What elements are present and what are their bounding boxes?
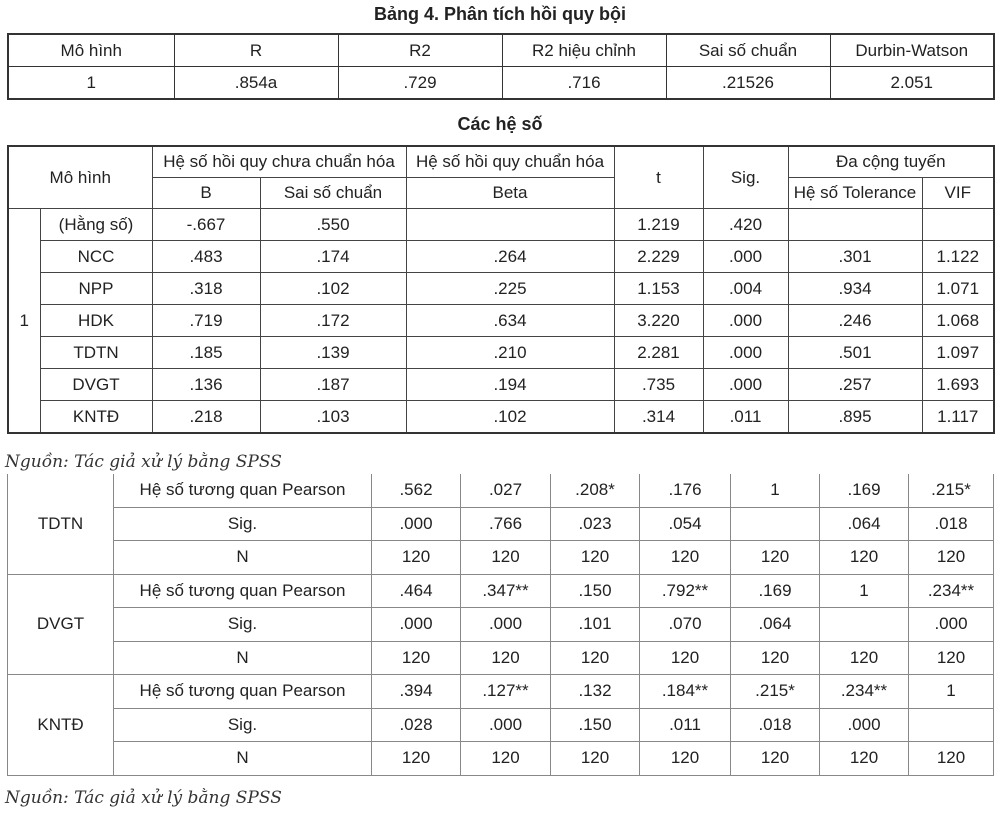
cell: .215*	[731, 675, 820, 709]
cell: 120	[909, 541, 994, 575]
cell: 120	[372, 742, 461, 776]
cell-sig: .000	[703, 305, 788, 337]
table-row	[8, 742, 994, 776]
variable-name: NCC	[40, 241, 152, 273]
cell: .023	[551, 507, 640, 541]
cell-t: 1.219	[614, 209, 703, 241]
variable-name: DVGT	[40, 369, 152, 401]
cell: .000	[372, 608, 461, 642]
table-row	[8, 507, 994, 541]
cell-beta: .264	[406, 241, 614, 273]
table-row	[8, 337, 994, 369]
cell: .027	[461, 474, 551, 507]
cell: .028	[372, 708, 461, 742]
cell-tolerance: .257	[788, 369, 922, 401]
cell-se: .550	[260, 209, 406, 241]
cell: 120	[551, 641, 640, 675]
data-cell: 2.051	[830, 67, 994, 100]
cell: 120	[909, 641, 994, 675]
cell-vif: 1.122	[922, 241, 994, 273]
cell: 120	[731, 742, 820, 776]
cell-t: 2.229	[614, 241, 703, 273]
cell-sig: .004	[703, 273, 788, 305]
row-label: N	[114, 641, 372, 675]
cell: 120	[372, 541, 461, 575]
cell: .054	[640, 507, 731, 541]
cell: .150	[551, 708, 640, 742]
cell-se: .174	[260, 241, 406, 273]
cell-se: .187	[260, 369, 406, 401]
data-cell: .729	[338, 67, 502, 100]
header-cell: Sai số chuẩn	[666, 34, 830, 67]
cell: .234**	[820, 675, 909, 709]
source-note: Nguồn: Tác giả xử lý bằng SPSS	[5, 788, 282, 808]
cell: 120	[640, 641, 731, 675]
cell: .176	[640, 474, 731, 507]
cell: 120	[820, 641, 909, 675]
model-number: 1	[8, 209, 40, 434]
variable-name: KNTĐ	[40, 401, 152, 434]
cell: .394	[372, 675, 461, 709]
cell: 1	[731, 474, 820, 507]
table-row	[8, 273, 994, 305]
cell-t: .735	[614, 369, 703, 401]
cell-beta: .225	[406, 273, 614, 305]
header-collinearity: Đa cộng tuyến	[788, 146, 994, 178]
table1-header-row	[8, 34, 994, 67]
cell-sig: .420	[703, 209, 788, 241]
data-cell: .716	[502, 67, 666, 100]
cell: .000	[461, 708, 551, 742]
cell: 120	[461, 742, 551, 776]
cell: 120	[909, 742, 994, 776]
cell: .000	[372, 507, 461, 541]
cell-beta	[406, 209, 614, 241]
cell-b: .318	[152, 273, 260, 305]
cell: .234**	[909, 574, 994, 608]
cell-beta: .194	[406, 369, 614, 401]
cell	[731, 507, 820, 541]
table-row	[8, 675, 994, 709]
cell: .208*	[551, 474, 640, 507]
cell-se: .103	[260, 401, 406, 434]
cell: .792**	[640, 574, 731, 608]
cell-b: .136	[152, 369, 260, 401]
variable-name: TDTN	[40, 337, 152, 369]
cell: 120	[551, 541, 640, 575]
table1-title: Bảng 4. Phân tích hồi quy bội	[373, 4, 626, 24]
table-row	[8, 369, 994, 401]
cell: .000	[909, 608, 994, 642]
header-standardized: Hệ số hồi quy chuẩn hóa	[406, 146, 614, 178]
cell-sig: .000	[703, 241, 788, 273]
table-row	[8, 241, 994, 273]
correlation-table	[7, 474, 994, 776]
header-cell: Mô hình	[8, 34, 174, 67]
table2-title: Các hệ số	[457, 114, 543, 134]
cell-tolerance: .246	[788, 305, 922, 337]
table-row	[8, 305, 994, 337]
table-row	[8, 708, 994, 742]
cell: .018	[909, 507, 994, 541]
cell-vif: 1.693	[922, 369, 994, 401]
table-row	[8, 641, 994, 675]
cell: 120	[461, 541, 551, 575]
variable-name: NPP	[40, 273, 152, 305]
row-label: N	[114, 541, 372, 575]
cell-tolerance: .895	[788, 401, 922, 434]
header-t: t	[614, 146, 703, 209]
coefficients-table	[7, 145, 995, 434]
cell: 120	[640, 541, 731, 575]
cell: .464	[372, 574, 461, 608]
cell: .000	[820, 708, 909, 742]
cell: 120	[731, 641, 820, 675]
data-cell: .854a	[174, 67, 338, 100]
cell: .101	[551, 608, 640, 642]
cell-vif	[922, 209, 994, 241]
cell: .070	[640, 608, 731, 642]
source-note: Nguồn: Tác giả xử lý bằng SPSS	[5, 452, 282, 472]
table-row	[8, 574, 994, 608]
header-cell: Durbin-Watson	[830, 34, 994, 67]
table2-header-row-1	[8, 146, 994, 178]
row-label: Sig.	[114, 507, 372, 541]
cell-se: .102	[260, 273, 406, 305]
header-cell: R2	[338, 34, 502, 67]
cell-t: .314	[614, 401, 703, 434]
group-name: KNTĐ	[8, 675, 114, 776]
cell: 1	[820, 574, 909, 608]
cell: 120	[551, 742, 640, 776]
table2-header-row-2	[8, 178, 994, 209]
cell: 120	[731, 541, 820, 575]
row-label: Hệ số tương quan Pearson	[114, 675, 372, 709]
table-row	[8, 474, 994, 507]
cell	[820, 608, 909, 642]
cell-sig: .011	[703, 401, 788, 434]
cell: 120	[372, 641, 461, 675]
variable-name: (Hằng số)	[40, 209, 152, 241]
regression-summary-table	[7, 33, 995, 100]
cell: .127**	[461, 675, 551, 709]
cell: .064	[820, 507, 909, 541]
table-row	[8, 608, 994, 642]
cell-tolerance	[788, 209, 922, 241]
cell: .169	[731, 574, 820, 608]
cell-se: .172	[260, 305, 406, 337]
row-label: Hệ số tương quan Pearson	[114, 474, 372, 507]
header-cell: R	[174, 34, 338, 67]
cell: .064	[731, 608, 820, 642]
header-cell: R2 hiệu chỉnh	[502, 34, 666, 67]
cell: .011	[640, 708, 731, 742]
cell: 120	[640, 742, 731, 776]
cell: .132	[551, 675, 640, 709]
header-tolerance: Hệ số Tolerance	[788, 178, 922, 209]
cell-vif: 1.117	[922, 401, 994, 434]
cell: .018	[731, 708, 820, 742]
cell: .000	[461, 608, 551, 642]
cell-t: 3.220	[614, 305, 703, 337]
cell-se: .139	[260, 337, 406, 369]
cell: .562	[372, 474, 461, 507]
cell-b: .185	[152, 337, 260, 369]
cell-b: -.667	[152, 209, 260, 241]
header-beta: Beta	[406, 178, 614, 209]
row-label: Sig.	[114, 608, 372, 642]
header-unstandardized: Hệ số hồi quy chưa chuẩn hóa	[152, 146, 406, 178]
cell: .169	[820, 474, 909, 507]
cell-vif: 1.068	[922, 305, 994, 337]
cell-beta: .102	[406, 401, 614, 434]
cell-sig: .000	[703, 337, 788, 369]
cell-t: 1.153	[614, 273, 703, 305]
cell-tolerance: .301	[788, 241, 922, 273]
header-vif: VIF	[922, 178, 994, 209]
row-label: Hệ số tương quan Pearson	[114, 574, 372, 608]
data-cell: 1	[8, 67, 174, 100]
cell-b: .218	[152, 401, 260, 434]
cell-tolerance: .501	[788, 337, 922, 369]
cell: 120	[820, 742, 909, 776]
cell-b: .483	[152, 241, 260, 273]
cell-beta: .634	[406, 305, 614, 337]
data-cell: .21526	[666, 67, 830, 100]
cell: .150	[551, 574, 640, 608]
header-std-error: Sai số chuẩn	[260, 178, 406, 209]
cell-b: .719	[152, 305, 260, 337]
cell-tolerance: .934	[788, 273, 922, 305]
cell	[909, 708, 994, 742]
table-row	[8, 541, 994, 575]
table-row	[8, 401, 994, 434]
cell: .215*	[909, 474, 994, 507]
cell: 1	[909, 675, 994, 709]
cell-vif: 1.097	[922, 337, 994, 369]
variable-name: HDK	[40, 305, 152, 337]
cell: .766	[461, 507, 551, 541]
cell-t: 2.281	[614, 337, 703, 369]
cell: .347**	[461, 574, 551, 608]
cell-beta: .210	[406, 337, 614, 369]
header-b: B	[152, 178, 260, 209]
header-model: Mô hình	[8, 146, 152, 209]
group-name: TDTN	[8, 474, 114, 574]
group-name: DVGT	[8, 574, 114, 675]
table-row	[8, 209, 994, 241]
cell: 120	[461, 641, 551, 675]
cell: 120	[820, 541, 909, 575]
cell-vif: 1.071	[922, 273, 994, 305]
cell-sig: .000	[703, 369, 788, 401]
cell: .184**	[640, 675, 731, 709]
table1-data-row	[8, 67, 994, 100]
row-label: N	[114, 742, 372, 776]
row-label: Sig.	[114, 708, 372, 742]
header-sig: Sig.	[703, 146, 788, 209]
